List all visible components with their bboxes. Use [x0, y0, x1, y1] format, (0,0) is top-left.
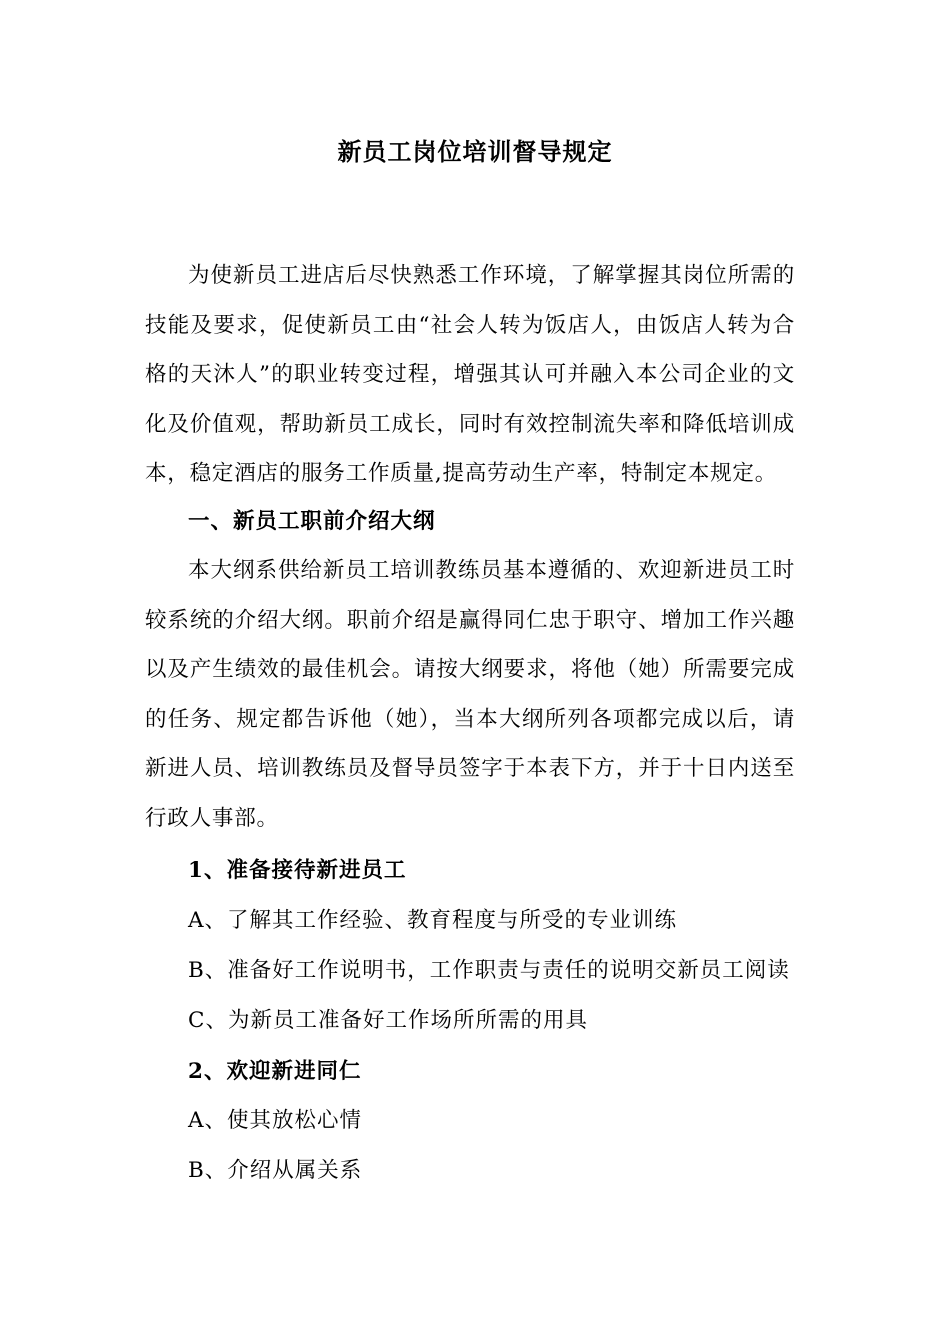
- subsection-2-heading: 2、欢迎新进同仁: [188, 1059, 362, 1084]
- list-item: A、了解其工作经验、教育程度与所受的专业训练: [188, 908, 678, 933]
- section-1-heading: 一、新员工职前介绍大纲: [188, 509, 436, 534]
- document-title: 新员工岗位培训督导规定: [337, 137, 613, 166]
- list-item: A、使其放松心情: [188, 1108, 363, 1133]
- intro-paragraph: 为使新员工进店后尽快熟悉工作环境，了解掌握其岗位所需的技能及要求，促使新员工由“社会人转为饭店人，由饭店人转为合格的天沐人”的职业转变过程，增强其认可并融入本公司企业的文化及价值观，帮助新员工成长，同时有效控制流失率和降低培训成本，稳定酒店的服务工作质量,提高劳动生产率，特制定本规定。: [145, 263, 795, 486]
- list-item: B、介绍从属关系: [188, 1158, 363, 1183]
- subsection-1-heading: 1、准备接待新进员工: [188, 858, 407, 883]
- list-item: B、准备好工作说明书，工作职责与责任的说明交新员工阅读: [188, 958, 790, 983]
- outline-paragraph: 本大纲系供给新员工培训教练员基本遵循的、欢迎新进员工时较系统的介绍大纲。职前介绍是赢得同仁忠于职守、增加工作兴趣以及产生绩效的最佳机会。请按大纲要求，将他（她）所需要完成的任务、规定都告诉他（她），当本大纲所列各项都完成以后，请新进人员、培训教练员及督导员签字于本表下方，并于十日内送至行政人事部。: [145, 558, 795, 831]
- list-item: C、为新员工准备好工作场所所需的用具: [188, 1008, 588, 1033]
